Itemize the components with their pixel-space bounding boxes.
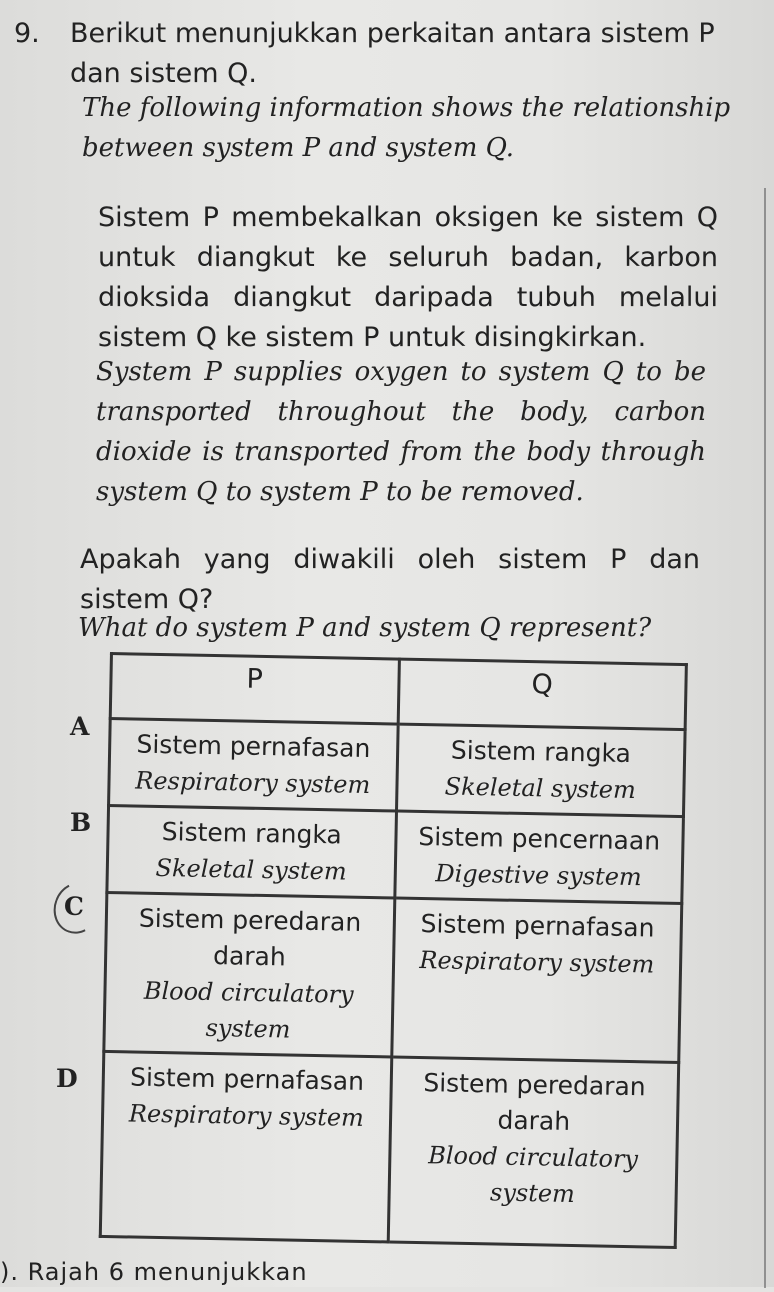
option-a-p-english: Respiratory system — [135, 766, 371, 800]
option-c-q — [391, 898, 681, 1062]
option-b-p-malay: Sistem rangka — [161, 817, 343, 850]
option-b-q-english: Digestive system — [435, 859, 642, 892]
option-letter-a[interactable]: A — [70, 712, 90, 741]
header-q: Q — [398, 659, 687, 730]
option-letter-c[interactable]: C — [64, 892, 84, 921]
question-stem-english: The following information shows the relationship between system P and system Q. — [82, 93, 731, 163]
option-a-p — [109, 719, 398, 812]
option-c-q-english: Respiratory system — [419, 945, 655, 979]
option-a-p-malay: Sistem pernafasan — [136, 729, 371, 764]
option-a-q-english: Skeletal system — [444, 772, 637, 805]
option-row-d[interactable] — [100, 1051, 678, 1247]
option-d-p-malay: Sistem pernafasan — [129, 1062, 365, 1096]
options-table — [99, 652, 688, 1249]
question-stem-malay: Berikut menunjukkan perkaitan antara sistem P dan sistem Q. — [70, 18, 715, 89]
option-letter-b[interactable]: B — [70, 808, 92, 837]
header-p: P — [110, 654, 399, 725]
option-b-q — [394, 811, 683, 904]
option-d-q-malay: Sistem peredaran darah — [423, 1068, 646, 1136]
hand-drawn-circle-mark — [46, 876, 107, 941]
option-a-q — [396, 724, 685, 817]
option-b-q-malay: Sistem pencernaan — [418, 821, 661, 856]
option-c-p — [104, 892, 394, 1056]
page-edge-line — [764, 188, 766, 1288]
info-text-malay: Sistem P membekalkan oksigen ke sistem Q untuk diangkut ke seluruh badan, karbon dioksida diangkut daripada tubuh melalui sistem Q ke sistem P untuk disingkirkan. — [98, 202, 718, 353]
option-c-q-malay: Sistem pernafasan — [420, 909, 655, 943]
option-d-p — [100, 1051, 391, 1241]
option-b-p-english: Skeletal system — [155, 853, 347, 886]
option-row-b[interactable] — [107, 806, 684, 904]
question-number: 9. — [14, 18, 40, 49]
option-d-q-english: Blood circulatory system — [427, 1141, 639, 1209]
option-row-a[interactable] — [109, 719, 686, 817]
option-d-q — [388, 1057, 679, 1247]
table-header-row — [110, 654, 686, 730]
option-b-p — [107, 806, 396, 899]
option-row-c[interactable] — [104, 892, 682, 1062]
ask-text-malay: Apakah yang diwakili oleh sistem P dan sistem Q? — [80, 544, 700, 615]
option-d-p-english: Respiratory system — [128, 1099, 365, 1132]
ask-text-english: What do system P and system Q represent? — [78, 613, 652, 643]
option-c-p-english: Blood circulatory system — [143, 976, 354, 1044]
option-letter-d[interactable]: D — [56, 1064, 78, 1093]
next-question-fragment: ). Rajah 6 menunjukkan — [0, 1258, 308, 1286]
option-a-q-malay: Sistem rangka — [450, 735, 632, 769]
info-text-english: System P supplies oxygen to system Q to be transported throughout the body, carbon dioxide is transported from the body through system Q to system P to be removed. — [96, 357, 706, 507]
option-c-p-malay: Sistem peredaran darah — [138, 903, 362, 972]
